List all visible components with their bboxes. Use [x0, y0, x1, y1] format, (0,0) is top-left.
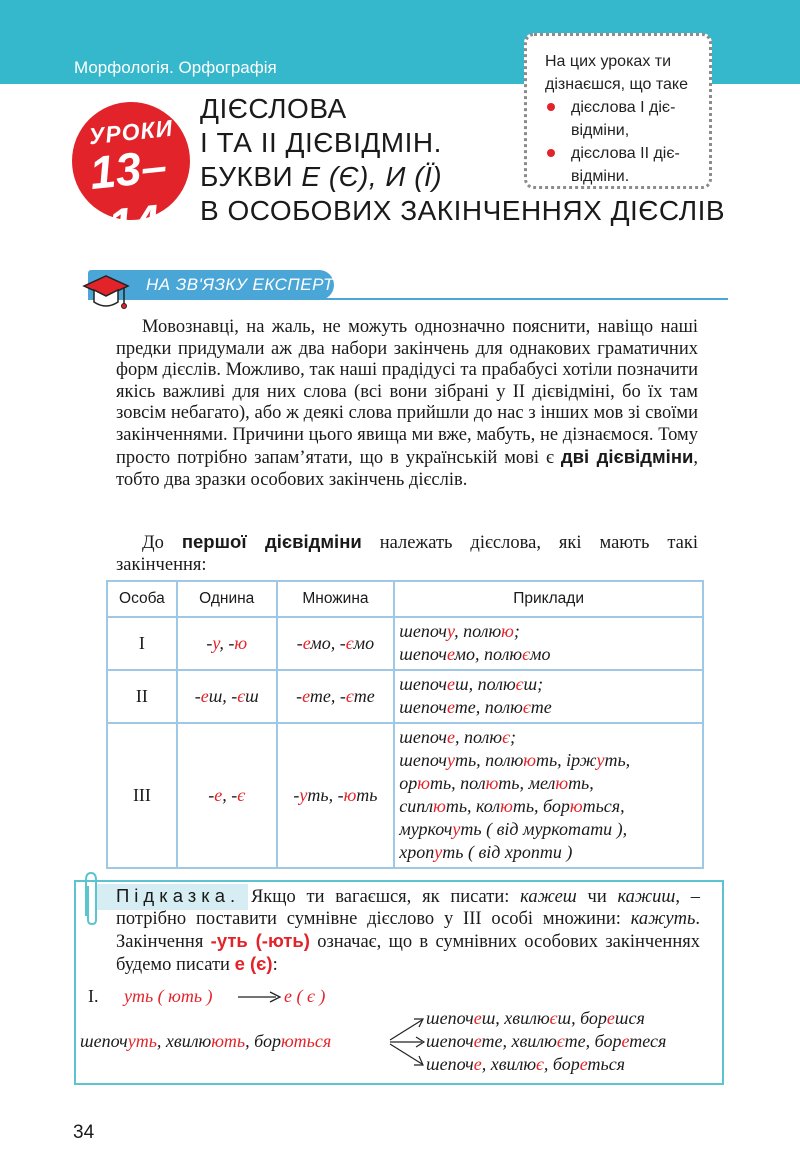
ending-highlight: ю [555, 773, 569, 793]
ending-highlight: е [446, 697, 455, 717]
text-segment: , бор [543, 1054, 580, 1074]
example-line [399, 795, 696, 818]
ending-highlight: ю [501, 621, 514, 641]
ending-highlight: ю [500, 796, 513, 816]
ending-highlight: ю [523, 750, 536, 770]
table-row [107, 617, 703, 670]
table-header-row [107, 581, 703, 617]
hint-text: Підказка. Якщо ти вагаєшся, як писати: кажеш чи кажиш, – потрібно поставити сумнівне дієслово у ІІІ особі множини: кажуть. Закінчення -уть (-ють) означає, що в сумнівних особових закінченнях будемо писати е (є): [116, 885, 700, 975]
branch-arrows-icon [388, 1010, 428, 1072]
lesson-title: ДІЄСЛОВА І ТА ІІ ДІЄВІДМІН. БУКВИ Е (Є), И (Ї) В ОСОБОВИХ ЗАКІНЧЕННЯХ ДІЄСЛІВ [200, 93, 726, 226]
ending-highlight: ю [485, 773, 499, 793]
ending-highlight: у [446, 621, 455, 641]
text-segment: ть, бор [512, 796, 570, 816]
expert-label: НА ЗВ'ЯЗКУ ЕКСПЕРТ [146, 275, 334, 294]
ending-highlight: ю [234, 633, 248, 653]
text-segment: ш, полю [454, 674, 516, 694]
text-segment: муркоч [399, 819, 453, 839]
person-cell: I [107, 617, 177, 670]
text-segment: те, хвилю [481, 1031, 557, 1051]
column-header: Однина [177, 581, 277, 617]
goals-intro: На цих уроках ти дізнаєшся, що таке [545, 53, 688, 93]
rule-left: уть ( ють ) [124, 986, 213, 1006]
text-segment: , полю [454, 727, 503, 747]
text-segment: ть ( від хропти ) [442, 842, 573, 862]
text-segment: ться, [582, 796, 625, 816]
ending-highlight: е [606, 1008, 615, 1028]
ending-highlight: ють [211, 1031, 246, 1051]
text-segment: , бор [245, 1031, 281, 1051]
examples-cell [394, 617, 703, 670]
ending-highlight: є [549, 1008, 558, 1028]
ending-highlight: ю [343, 785, 357, 805]
example-line [399, 620, 696, 643]
ending-highlight: є [515, 674, 524, 694]
text-segment: шепоч [426, 1031, 474, 1051]
examples-cell [394, 670, 703, 723]
example-line [399, 726, 696, 749]
ending-highlight: е [473, 1008, 482, 1028]
ending-highlight: є [345, 633, 354, 653]
ending-highlight: е [302, 686, 310, 706]
column-header: Множина [277, 581, 395, 617]
example-line [399, 696, 696, 719]
text-segment: мо [529, 644, 551, 664]
ending-highlight: є [237, 686, 246, 706]
example-result [426, 1054, 625, 1075]
text-segment: мо, полю [454, 644, 523, 664]
ending-highlight: е [473, 1054, 482, 1074]
text-segment: ; [513, 621, 520, 641]
ending-highlight: ю [569, 796, 583, 816]
ending-highlight: у [434, 842, 443, 862]
ending-highlight: е [302, 633, 311, 653]
text-segment: ш; [523, 674, 544, 694]
ending-highlight: є [522, 697, 531, 717]
column-header: Приклади [394, 581, 703, 617]
text-segment: теся [629, 1031, 667, 1051]
text-segment: шся [614, 1008, 645, 1028]
rule-number: I. [88, 986, 99, 1006]
ending-highlight: є [556, 1031, 565, 1051]
person-cell: II [107, 670, 177, 723]
text-segment: ть, [604, 750, 631, 770]
table-row [107, 723, 703, 868]
singular-cell: -еш, -єш [177, 670, 277, 723]
plural-cell: -емо, -ємо [277, 617, 395, 670]
goal-item: дієслова І дієвідміни, [545, 96, 699, 142]
text-segment: ор [399, 773, 418, 793]
ending-highlight: е [446, 644, 455, 664]
text-segment: шепоч [399, 674, 447, 694]
goal-item: дієслова ІІ дієвідміни. [545, 142, 699, 188]
conjugation-intro: До першої дієвідміни належать дієслова, які мають такі закінчення: [116, 531, 699, 575]
page-number: 34 [73, 1122, 95, 1143]
ending-highlight: у [299, 785, 308, 805]
text-segment: шепоч [80, 1031, 128, 1051]
singular-cell: -е, -є [177, 723, 277, 868]
text-segment: те, полю [454, 697, 523, 717]
ending-highlight: є [237, 785, 246, 805]
ending-highlight: у [212, 633, 220, 653]
text-segment: ться [587, 1054, 626, 1074]
example-source [80, 1031, 331, 1052]
text-segment: шепоч [399, 750, 447, 770]
expert-divider [88, 298, 728, 300]
ending-highlight: е [621, 1031, 630, 1051]
text-segment: ть ( від муркотати ), [460, 819, 628, 839]
text-segment: шепоч [399, 697, 447, 717]
paperclip-icon [80, 870, 100, 926]
section-title: Морфологія. Орфографія [74, 58, 277, 77]
text-segment: ть, [568, 773, 594, 793]
ending-highlight: є [536, 1054, 544, 1074]
ending-highlight: ються [280, 1031, 332, 1051]
example-line [399, 673, 696, 696]
ending-highlight: е [446, 674, 455, 694]
text-segment: ть, полю [454, 750, 524, 770]
ending-highlight: ю [417, 773, 430, 793]
example-line [399, 818, 696, 841]
text-segment: , хвилю [481, 1054, 537, 1074]
plural-cell: -ете, -єте [277, 670, 395, 723]
text-segment: шепоч [426, 1054, 474, 1074]
text-segment: шепоч [399, 644, 447, 664]
text-segment: , хвилю [156, 1031, 212, 1051]
plural-cell: -уть, -ють [277, 723, 395, 868]
ending-highlight: уть [127, 1031, 157, 1051]
ending-highlight: е [446, 727, 455, 747]
badge-numbers: 13–14 [87, 139, 170, 252]
arrow-icon [236, 990, 284, 1004]
text-segment: ть, кол [445, 796, 501, 816]
text-segment: шепоч [399, 621, 447, 641]
text-segment: ш, бор [557, 1008, 607, 1028]
example-line [399, 772, 696, 795]
singular-cell: -у, -ю [177, 617, 277, 670]
examples-cell [394, 723, 703, 868]
text-segment: те [530, 697, 552, 717]
graduation-cap-icon [82, 270, 130, 316]
badge-word: УРОКИ [87, 114, 175, 150]
ending-highlight: е [200, 686, 209, 706]
example-result [426, 1031, 666, 1052]
ending-highlight: є [345, 686, 354, 706]
text-segment: те, бор [564, 1031, 622, 1051]
person-cell: III [107, 723, 177, 868]
text-segment: шепоч [426, 1008, 474, 1028]
example-result [426, 1008, 645, 1029]
example-line [399, 841, 696, 864]
ending-highlight: є [502, 727, 510, 747]
ending-highlight: е [579, 1054, 588, 1074]
ending-highlight: у [596, 750, 605, 770]
text-segment: ть, ірж [535, 750, 597, 770]
text-segment: хроп [399, 842, 435, 862]
example-line [399, 749, 696, 772]
text-segment: сипл [399, 796, 434, 816]
lesson-badge [72, 102, 190, 252]
table-row [107, 670, 703, 723]
ending-highlight: у [446, 750, 455, 770]
text-segment: ш, хвилю [481, 1008, 550, 1028]
ending-highlight: у [452, 819, 461, 839]
column-header: Особа [107, 581, 177, 617]
example-line [399, 643, 696, 666]
text-segment: , полю [454, 621, 502, 641]
text-segment: ть, мел [498, 773, 556, 793]
text-segment: шепоч [399, 727, 447, 747]
rule-right: е ( є ) [284, 986, 326, 1006]
ending-highlight: ю [433, 796, 446, 816]
text-segment: ; [509, 727, 516, 747]
expert-paragraph: Мовознавці, на жаль, не можуть однозначно пояснити, навіщо наші предки придумали аж два набори закінчень для однакових граматичних форм дієслів. Можливо, так наші прадідусі та прабабусі хотіли позначити якісь важливі для них слова (всі вони зібрані у ІІ дієвідміні, бо їх там зовсім небагато), або ж деякі слова прийшли до нас з інших мов зі своїми закінченнями. Причини цього явища ми вже, мабуть, не дізнаємося. Тому просто потрібно запам’ятати, що в українській мові є дві дієвідміни, тобто два зразки особових закінчень дієслів. [116, 317, 698, 490]
text-segment: ть, пол [429, 773, 486, 793]
ending-highlight: е [473, 1031, 482, 1051]
endings-table [106, 580, 704, 869]
ending-highlight: е [214, 785, 223, 805]
ending-highlight: є [522, 644, 530, 664]
